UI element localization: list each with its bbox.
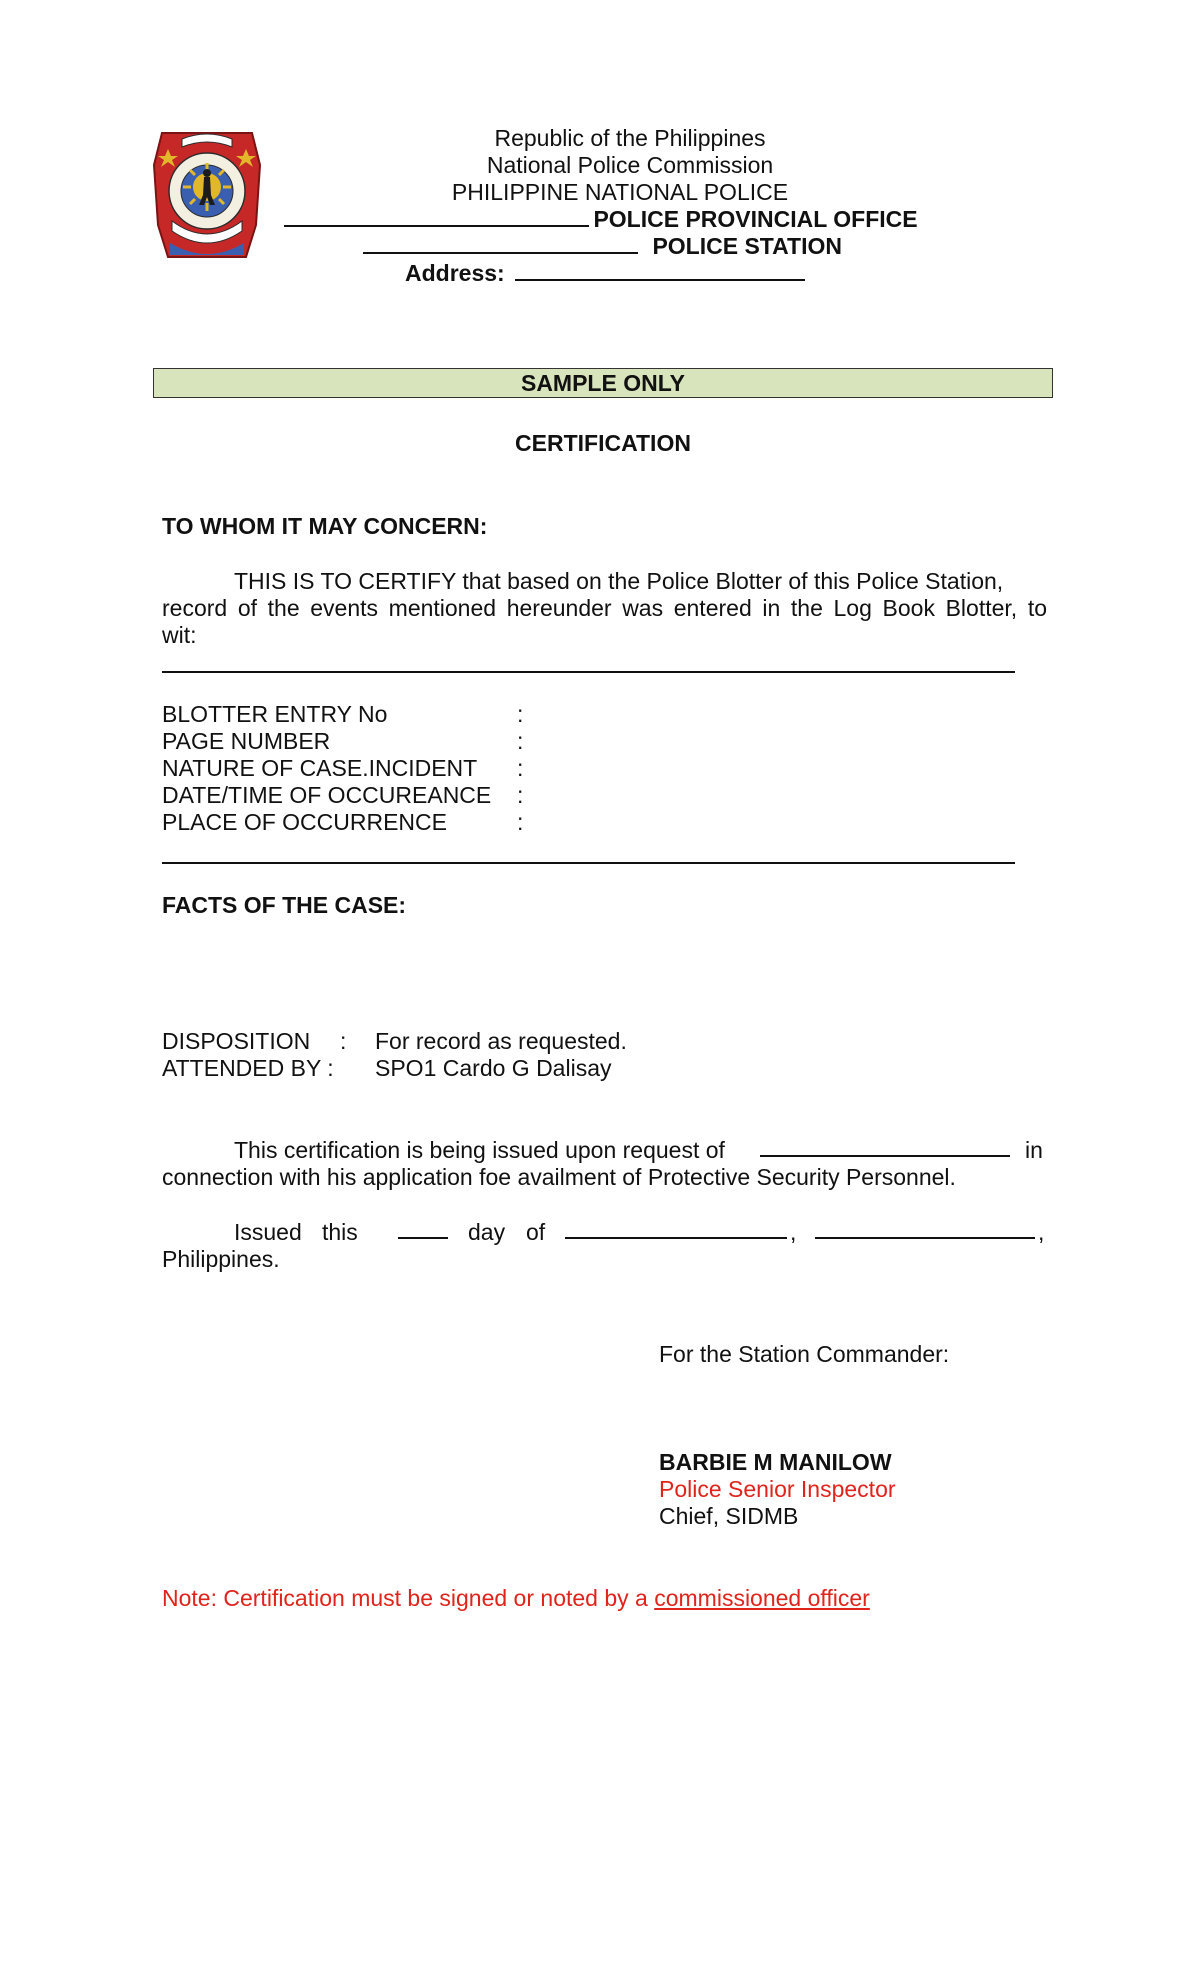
document-title: CERTIFICATION — [515, 430, 691, 456]
attended-label: ATTENDED BY : — [162, 1055, 334, 1081]
field-colon: : — [517, 728, 524, 754]
request-line-1-prefix: This certification is being issued upon request of — [234, 1137, 725, 1163]
header-station-row — [363, 233, 842, 260]
note — [162, 1585, 870, 1612]
address-label: Address: — [405, 260, 505, 286]
header-republic: Republic of the Philippines — [494, 125, 766, 151]
field-blotter-entry — [162, 701, 542, 728]
field-place-of-occurrence — [162, 809, 542, 836]
provincial-office-blank[interactable] — [284, 207, 589, 227]
intro-line-2: record of the events mentioned hereunder was entered in the Log Book Blotter, to — [162, 595, 1047, 621]
field-label: PLACE OF OCCURRENCE — [162, 809, 447, 835]
salutation: TO WHOM IT MAY CONCERN: — [162, 513, 488, 539]
pnp-seal-icon — [148, 125, 266, 265]
request-line-2: connection with his application foe availment of Protective Security Personnel. — [162, 1164, 956, 1190]
field-nature-of-case — [162, 755, 542, 782]
header-provincial-office: POLICE PROVINCIAL OFFICE — [593, 206, 918, 232]
facts-heading: FACTS OF THE CASE: — [162, 892, 407, 918]
address-blank[interactable] — [515, 261, 805, 281]
issued-day: day — [468, 1219, 506, 1245]
signatory-rank: Police Senior Inspector — [659, 1476, 896, 1502]
disposition-colon: : — [340, 1028, 347, 1054]
sample-only-banner: SAMPLE ONLY — [153, 368, 1053, 398]
month-blank[interactable] — [565, 1219, 787, 1239]
note-text: Note: Certification must be signed or noted by a — [162, 1585, 648, 1611]
day-blank[interactable] — [398, 1219, 448, 1239]
request-line-1-suffix: in — [1025, 1137, 1043, 1163]
header-provincial-row — [284, 206, 918, 233]
signatory-name: BARBIE M MANILOW — [659, 1449, 892, 1475]
place-blank[interactable] — [815, 1219, 1035, 1239]
requester-row — [760, 1137, 1010, 1164]
issued-this: this — [322, 1219, 358, 1245]
intro-line-1: THIS IS TO CERTIFY that based on the Police Blotter of this Police Station, — [234, 568, 1004, 594]
field-label: PAGE NUMBER — [162, 728, 331, 754]
police-station-blank[interactable] — [363, 234, 638, 254]
issued-comma-1: , — [790, 1219, 797, 1245]
issued-philippines: Philippines. — [162, 1246, 280, 1272]
disposition-label: DISPOSITION — [162, 1028, 311, 1054]
divider-bottom — [162, 862, 1015, 864]
issued-comma-2: , — [1038, 1219, 1045, 1245]
field-page-number — [162, 728, 542, 755]
issued-of: of — [526, 1219, 546, 1245]
header-napolcom: National Police Commission — [486, 152, 774, 178]
issued-word: Issued — [234, 1219, 302, 1245]
field-colon: : — [517, 755, 524, 781]
issued-place-row — [815, 1219, 1035, 1246]
header-pnp: PHILIPPINE NATIONAL POLICE — [451, 179, 789, 205]
field-colon: : — [517, 809, 524, 835]
intro-line-3: wit: — [162, 622, 197, 648]
pnp-seal — [148, 125, 266, 265]
field-colon: : — [517, 782, 524, 808]
requester-blank[interactable] — [760, 1137, 1010, 1157]
attended-value: SPO1 Cardo G Dalisay — [375, 1055, 612, 1081]
note-link-commissioned-officer[interactable]: commissioned officer — [654, 1585, 870, 1611]
signatory-position: Chief, SIDMB — [659, 1503, 799, 1529]
field-label: BLOTTER ENTRY No — [162, 701, 388, 727]
field-colon: : — [517, 701, 524, 727]
header-police-station: POLICE STATION — [652, 233, 842, 259]
signatory-intro: For the Station Commander: — [659, 1341, 950, 1367]
issued-day-row — [398, 1219, 448, 1246]
field-label: DATE/TIME OF OCCUREANCE — [162, 782, 492, 808]
disposition-value: For record as requested. — [375, 1028, 627, 1054]
issued-month-row — [565, 1219, 787, 1246]
divider-top — [162, 671, 1015, 673]
field-label: NATURE OF CASE.INCIDENT — [162, 755, 478, 781]
field-date-time — [162, 782, 542, 809]
header-address-row — [405, 260, 805, 287]
